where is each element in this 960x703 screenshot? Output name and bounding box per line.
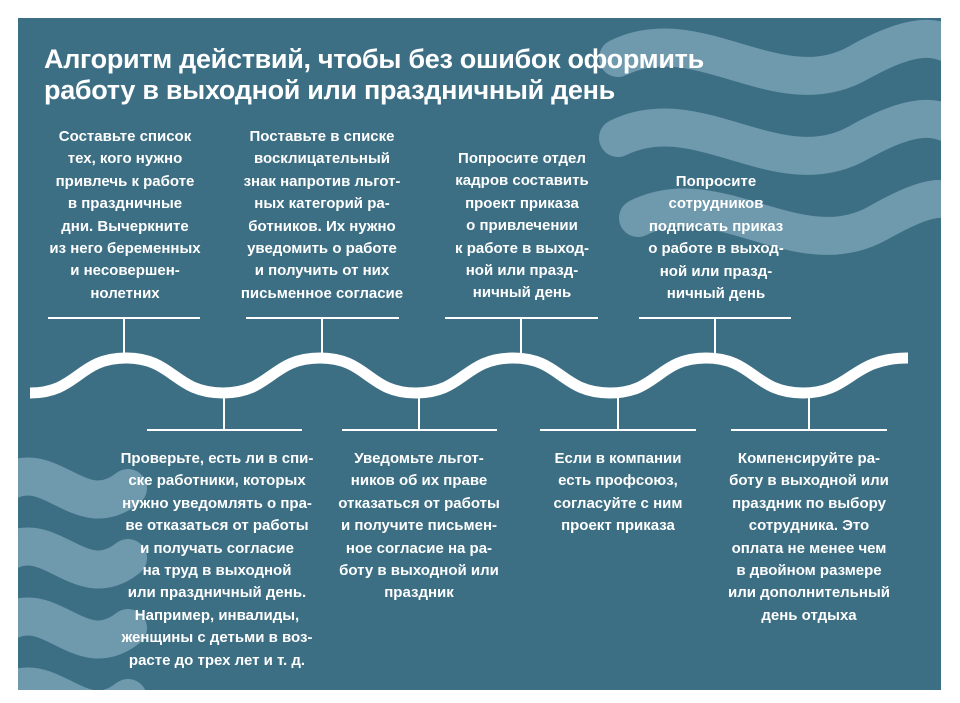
step-line: ве отказаться от работы (125, 517, 309, 535)
step-line: расте до трех лет и т. д. (128, 651, 306, 669)
step-line: ных категорий ра- (254, 195, 390, 213)
step-line: о работе в выход- (648, 240, 784, 258)
step-line: знак напротив льгот- (243, 172, 401, 190)
step-line: нолетних (90, 284, 160, 302)
step-line: есть профсоюз, (558, 472, 678, 490)
step-line: или праздничный день. (127, 584, 307, 602)
step-bottom-4 (715, 448, 903, 627)
page-title (44, 44, 804, 106)
step-line: ной или празд- (659, 262, 773, 280)
step-line: нужно уведомлять о пра- (122, 494, 312, 512)
step-line: боту в выходной или (339, 562, 499, 580)
step-line: тех, кого нужно (67, 150, 183, 168)
title-line: Алгоритм действий, чтобы без ошибок оформить (44, 44, 704, 74)
step-line: согласуйте с ним (553, 494, 683, 512)
step-line: и получите письмен- (340, 517, 498, 535)
step-top-2 (232, 126, 412, 305)
step-line: ное согласие на ра- (345, 539, 493, 557)
step-line: Например, инвалиды, (134, 606, 300, 624)
step-line: или дополнительный (727, 584, 890, 602)
step-line: Составьте список (58, 128, 192, 145)
step-line: ске работники, которых (128, 472, 306, 490)
timeline-wave (30, 358, 908, 393)
infographic-panel (18, 18, 941, 690)
step-top-3 (432, 148, 612, 305)
step-line: отказаться от работы (338, 494, 500, 512)
step-line: день отдыха (761, 606, 857, 624)
step-line: Попросите (675, 173, 757, 190)
step-bottom-3 (528, 448, 708, 538)
step-line: уведомить о работе (247, 240, 397, 258)
step-line: ничный день (666, 285, 766, 303)
step-line: сотрудников (668, 195, 764, 213)
step-line: и получить от них (254, 262, 390, 280)
step-line: дни. Вычеркните (61, 217, 189, 235)
step-bottom-2 (324, 448, 514, 605)
step-line: Попросите отдел (458, 150, 586, 167)
step-line: сотрудника. Это (748, 517, 870, 535)
step-line: Проверьте, есть ли в спи- (120, 450, 314, 467)
decor-wave (18, 686, 128, 690)
step-line: в двойном размере (736, 562, 882, 580)
step-line: праздник по выбору (732, 494, 886, 512)
step-line: восклицательный (253, 150, 391, 168)
step-line: в праздничные (67, 195, 183, 213)
title-line: работу в выходной или праздничный день (44, 75, 615, 105)
step-line: на труд в выходной (142, 562, 292, 580)
step-top-4 (626, 171, 806, 305)
step-line: письменное согласие (240, 284, 404, 302)
step-line: и несовершен- (70, 262, 180, 280)
step-line: Если в компании (554, 450, 682, 467)
step-line: Поставьте в списке (249, 128, 395, 145)
step-top-1 (36, 126, 214, 305)
decor-wave (618, 119, 941, 156)
step-line: боту в выходной или (729, 472, 889, 490)
step-line: кадров составить (455, 172, 589, 190)
step-line: Компенсируйте ра- (737, 450, 881, 467)
step-bottom-1 (108, 448, 326, 672)
step-line: о привлечении (466, 217, 578, 235)
step-line: оплата не менее чем (731, 539, 887, 557)
step-line: женщины с детьми в воз- (121, 629, 313, 647)
step-line: праздник (384, 584, 454, 602)
step-line: проект приказа (561, 517, 675, 535)
step-line: ничный день (472, 284, 572, 302)
bottom-connectors (147, 396, 887, 430)
step-line: к работе в выход- (455, 239, 589, 257)
step-line: Уведомьте льгот- (354, 450, 484, 467)
top-connectors (48, 318, 791, 355)
step-line: подписать приказ (648, 217, 784, 235)
step-line: проект приказа (465, 194, 579, 212)
step-line: ников об их праве (350, 472, 488, 490)
step-line: и получать согласие (140, 539, 294, 557)
step-line: привлечь к работе (55, 172, 195, 190)
step-line: ной или празд- (465, 262, 579, 280)
step-line: ботников. Их нужно (248, 217, 396, 235)
step-line: из него беременных (49, 240, 201, 258)
